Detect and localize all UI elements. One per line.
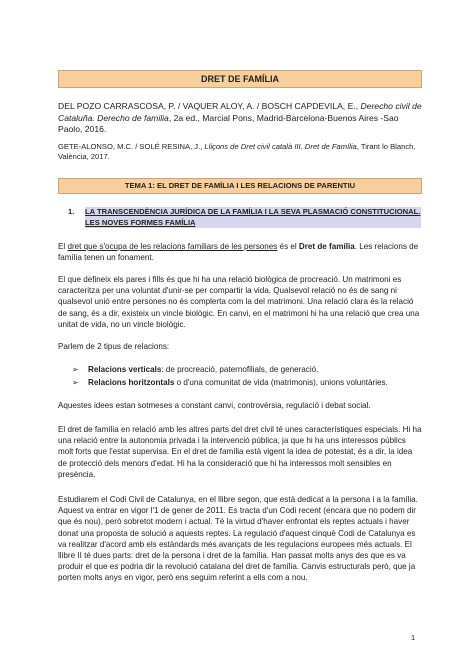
reference-1-rest: , 2a ed., Marcial Pons, Madrid-Barcelona-Buenos Aires -Sao Paolo, 2016.: [58, 112, 399, 135]
reference-1-authors: DEL POZO CARRASCOSA, P. / VAQUER ALOY, A. / BOSCH CAPDEVILA, E.,: [58, 101, 361, 111]
paragraph-1-text-end: . Les relacions de família tenen un fonament.: [58, 242, 419, 263]
reference-2-authors: GETE-ALONSO, M.C. / SOLÉ RESINA, J.,: [58, 142, 205, 151]
paragraph-6: Estudiarem el Codi Civil de Catalunya, en el llibre segon, que està dedicat a la persona i a la família. Aquest va entrar en vigor l'1 de gener de 2011. Es tracta d'un Codi recent (encara que no podem dir que és nou), però sobretot modern i actual. Té la virtud d'haver enfrontat els reptes actuals i haver donat una proposta de solució a aquests reptes. La regulació d'aquest cinquè Codi de Catalunya es va realitzar d'acord amb els estàndards més avançats de les regulacions europees més actuals. El llibre II té dues parts: dret de la persona i dret de la família. Han passat molts anys des que es va produir el que es podria dir la revolució catalana del dret de família. Canvis estructurals però, que ja porten molts anys en vigor, però ens seguim referint a ells com a nou.: [58, 495, 418, 583]
list-item-bold: Relacions horitzontals: [88, 378, 175, 387]
reference-1: [58, 101, 422, 136]
document-title: DRET DE FAMÍLIA: [58, 70, 422, 88]
section-number: 1.: [68, 207, 75, 216]
section-title: LA TRANSCENDÈNCIA JURÍDICA DE LA FAMÍLIA I LA SEVA PLASMACIÓ CONSTITUCIONAL. LES NOVES FORMES FAMÍLIA: [85, 207, 421, 227]
paragraph-1-text-mid: és el: [277, 242, 299, 251]
list-item-text: : de procreació, paternofilials, de generació.: [161, 365, 319, 374]
paragraph-2: El que defineix els pares i fills és que hi ha una relació biològica de procreació. Un matrimoni es caracteritza per una voluntat d'unir-se per compartir la vida. Qualsevol relació no és de sang ni qualsevol unió entre persones no és complerta com la del matrimoni. Una relació clara és la relació de sang, és a dir, existeix un vincle biològic. En canvi, en el matrimoni hi ha una relació que crea una unitat de vida, no un vincle biològic.: [58, 275, 420, 329]
reference-2-work: Lliçons de Dret civil català III. Dret de Família: [204, 142, 357, 151]
paragraph-1-text: El: [58, 242, 68, 251]
paragraph-4: Aquestes idees estan sotmeses a constant canvi, controvèrsia, regulació i debat social.: [58, 401, 371, 410]
paragraph-1-underlined: dret que s'ocupa de les relacions familiars de les persones: [67, 242, 278, 251]
reference-1-work: Derecho civil de Cataluña. Derecho de familia: [58, 101, 422, 123]
reference-2: [58, 142, 422, 163]
paragraph-5: El dret de família en relació amb les altres parts del dret civil té unes característiques especials. Hi ha una relació entre la autonomia privada i la intervenció pública, ja que hi ha uns interessos públics molt forts que l'estat supervisa. En el dret de família està vigent la idea de potestat, és a dir, la idea de protecció dels menors d'edat. Hi ha la consideració que hi ha interessos molt sensibles en presència.: [58, 425, 422, 479]
arrow-bullet-icon: ➢: [72, 365, 79, 374]
paragraph-1-bold: Dret de família: [298, 242, 355, 251]
paragraph-1: [58, 241, 422, 263]
paragraph-3: Parlem de 2 tipus de relacions:: [58, 342, 170, 351]
chapter-heading: TEMA 1: EL DRET DE FAMÍLIA I LES RELACIONS DE PARENTIU: [58, 178, 422, 194]
list-item-text: o d'una comunitat de vida (matrimonis), unions voluntàries.: [174, 378, 388, 387]
list-item-bold: Relacions verticals: [88, 365, 162, 374]
arrow-bullet-icon: ➢: [72, 378, 79, 387]
page-number: 1: [411, 633, 416, 642]
reference-2-rest: , Tirant lo Blanch, València, 2017.: [58, 142, 416, 162]
